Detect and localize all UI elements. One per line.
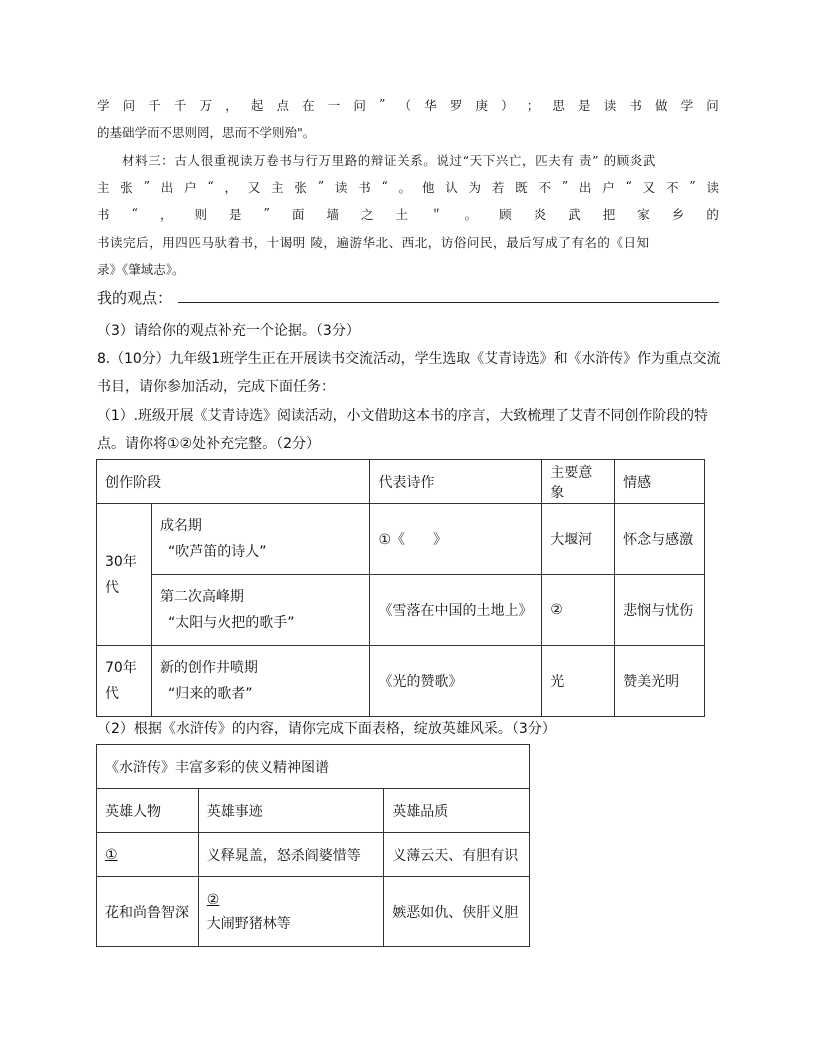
image-cell: 光 — [542, 646, 615, 717]
table-caption: 《水浒传》丰富多彩的侠义精神图谱 — [97, 745, 530, 789]
text-char: ， — [224, 180, 238, 195]
text-char: ” — [379, 96, 386, 111]
text-char: 认 — [445, 180, 458, 195]
text-char: 。 — [464, 207, 478, 222]
stage-title: “吹芦笛的诗人” — [167, 544, 267, 560]
text-char: ， — [225, 98, 238, 113]
text-char: 武 — [568, 207, 581, 222]
stage-cell — [151, 504, 370, 575]
stage-name: 成名期 — [159, 518, 202, 534]
stage-title: “太阳与火把的歌手” — [167, 615, 295, 631]
hero-cell: 花和尚鲁智深 — [97, 877, 199, 947]
emotion-cell: 悲悯与忧伤 — [615, 575, 705, 646]
hero-blank-marker: ① — [105, 846, 118, 863]
text-char: 做 — [654, 98, 668, 113]
table-row — [97, 646, 705, 717]
stage-cell — [151, 646, 370, 717]
text-char: 乡 — [671, 207, 685, 222]
material-line-1 — [97, 96, 719, 114]
question-8-line-1: 8.（10分）九年级1班学生正在开展读书交流活动，学生选取《艾青诗选》和《水浒传》作为重点交流 — [97, 351, 721, 367]
text-char: 为 — [468, 180, 482, 195]
material-line-3: 材料三：古人很重视读万卷书与行万里路的辩证关系。说过“天下兴亡，匹夫有 责” 的顾炎武 — [122, 153, 657, 168]
text-char: 出 — [578, 180, 592, 195]
header-stage: 创作阶段 — [97, 460, 370, 504]
text-char: 点 — [276, 98, 289, 113]
text-char: 土 — [395, 207, 409, 222]
text-char: 庚 — [475, 98, 488, 113]
text-char: 罗 — [449, 98, 463, 113]
poem-cell: 《雪落在中国的土地上》 — [370, 575, 542, 646]
text-char: 学 — [97, 98, 110, 113]
stage-name: 第二次高峰期 — [159, 589, 244, 605]
text-char: 问 — [706, 98, 719, 113]
deed-blank-2[interactable] — [198, 877, 384, 947]
text-char: 则 — [194, 207, 207, 222]
text-char: 问 — [122, 98, 136, 113]
text-char: ） — [501, 98, 514, 113]
material-line-2: 的基础学而不思则罔，思而不学则殆"。 — [97, 125, 316, 140]
table-caption-row — [97, 745, 530, 789]
era-70s: 70年代 — [97, 646, 152, 717]
era-30s: 30年代 — [97, 504, 152, 646]
water-margin-heroes-table — [96, 744, 530, 947]
text-char: 书 — [629, 98, 642, 113]
question-8-1-line-1: （1）.班级开展《艾青诗选》阅读活动，小文借助这本书的序言，大致梳理了艾青不同创作阶段的特 — [97, 408, 708, 424]
text-char: 主 — [271, 180, 284, 195]
header-hero: 英雄人物 — [97, 789, 199, 833]
text-char: 华 — [424, 98, 437, 113]
poem-blank-1[interactable]: ①《 》 — [370, 504, 542, 575]
text-char: ， — [159, 207, 173, 222]
ai-qing-stages-table — [96, 459, 705, 717]
text-char: 。 — [398, 180, 412, 195]
text-char: 思 — [552, 98, 565, 113]
header-quality: 英雄品质 — [384, 789, 530, 833]
table-row — [97, 504, 705, 575]
text-char: 的 — [706, 207, 719, 222]
table-row — [97, 575, 705, 646]
header-poem: 代表诗作 — [370, 460, 542, 504]
text-char: ” — [143, 178, 150, 193]
text-char: 主 — [97, 180, 110, 195]
question-8-2-text: （2）根据《水浒传》的内容，请你完成下面表格，绽放英雄风采。（3分） — [97, 721, 556, 737]
text-char: 又 — [247, 180, 261, 195]
text-char: 在 — [302, 98, 315, 113]
text-char: 不 — [665, 180, 679, 195]
text-char: （ — [398, 98, 412, 113]
stage-cell — [151, 575, 370, 646]
header-emotion: 情感 — [615, 460, 705, 504]
text-char: 张 — [120, 180, 133, 195]
text-char: 家 — [637, 207, 650, 222]
material-line-4 — [97, 178, 719, 196]
text-char: 千 — [148, 98, 161, 113]
text-char: 户 — [184, 180, 197, 195]
text-char: 又 — [642, 180, 656, 195]
text-char: 起 — [250, 98, 264, 113]
text-char: 读 — [334, 180, 348, 195]
text-char: 若 — [491, 180, 505, 195]
text-char: 书 — [97, 207, 110, 222]
text-char: 之 — [361, 207, 374, 222]
text-char: 出 — [160, 180, 174, 195]
quality-cell: 义薄云天、有胆有识 — [384, 833, 530, 877]
text-char: 问 — [353, 98, 366, 113]
text-char: ” — [689, 178, 696, 193]
emotion-cell: 赞美光明 — [615, 646, 705, 717]
material-line-6: 书读完后，用四匹马驮着书，十谒明 陵，遍游华北、西北，访俗问民，最后写成了有名的《日知 — [97, 235, 650, 250]
text-char: 户 — [602, 180, 615, 195]
my-view-label: 我的观点： — [97, 289, 173, 307]
stage-name: 新的创作井喷期 — [159, 660, 258, 676]
table-row — [97, 833, 530, 877]
text-char: 墙 — [326, 207, 339, 222]
text-char: “ — [381, 178, 388, 193]
text-char: 万 — [199, 98, 213, 113]
text-char: ” — [263, 205, 270, 220]
deed-text: 大闹野猪林等 — [206, 915, 291, 932]
text-char: ” — [317, 178, 325, 193]
text-char: 书 — [358, 180, 371, 195]
stage-title: “归来的歌者” — [167, 686, 253, 702]
material-line-7: 录》《肇域志》。 — [97, 262, 185, 277]
text-char: 是 — [578, 98, 591, 113]
text-char: 学 — [680, 98, 694, 113]
text-char: 既 — [515, 180, 528, 195]
text-char: 面 — [291, 207, 305, 222]
header-deed: 英雄事迹 — [198, 789, 384, 833]
poem-cell: 《光的赞歌》 — [370, 646, 542, 717]
question-8-1-line-2: 点。请你将①②处补充完整。（2分） — [97, 436, 321, 452]
image-cell: 大堰河 — [542, 504, 615, 575]
text-char: ” — [561, 178, 569, 193]
text-char: 顾 — [499, 207, 512, 222]
table-row — [97, 877, 530, 947]
image-blank-2[interactable]: ② — [542, 575, 615, 646]
text-char: 是 — [229, 207, 242, 222]
hero-blank-1[interactable] — [97, 833, 199, 877]
text-char: “ — [207, 178, 214, 193]
header-image: 主要意象 — [542, 460, 615, 504]
quality-cell: 嫉恶如仇、侠肝义胆 — [384, 877, 530, 947]
table-header-row — [97, 460, 705, 504]
text-char: 读 — [706, 180, 719, 195]
my-view-answer-line[interactable] — [178, 302, 719, 303]
text-char: 他 — [421, 180, 435, 195]
deed-blank-marker: ② — [206, 891, 220, 908]
text-char: ； — [526, 98, 540, 113]
text-char: 千 — [173, 98, 187, 113]
text-char: “ — [131, 205, 138, 220]
text-char: ＂ — [430, 207, 443, 222]
question-3-text: （3）请给你的观点补充一个论据。（3分） — [97, 323, 360, 339]
emotion-cell: 怀念与感激 — [615, 504, 705, 575]
text-char: 不 — [538, 180, 551, 195]
text-char: 炎 — [533, 207, 547, 222]
table-header-row — [97, 789, 530, 833]
text-char: 读 — [603, 98, 617, 113]
text-char: “ — [625, 178, 632, 193]
text-char: 张 — [294, 180, 307, 195]
deed-cell: 义释晁盖，怒杀阎婆惜等 — [198, 833, 384, 877]
text-char: 一 — [327, 98, 341, 113]
material-line-5 — [97, 205, 719, 223]
text-char: 把 — [602, 207, 616, 222]
question-8-line-2: 书目，请你参加活动，完成下面任务： — [97, 379, 335, 395]
